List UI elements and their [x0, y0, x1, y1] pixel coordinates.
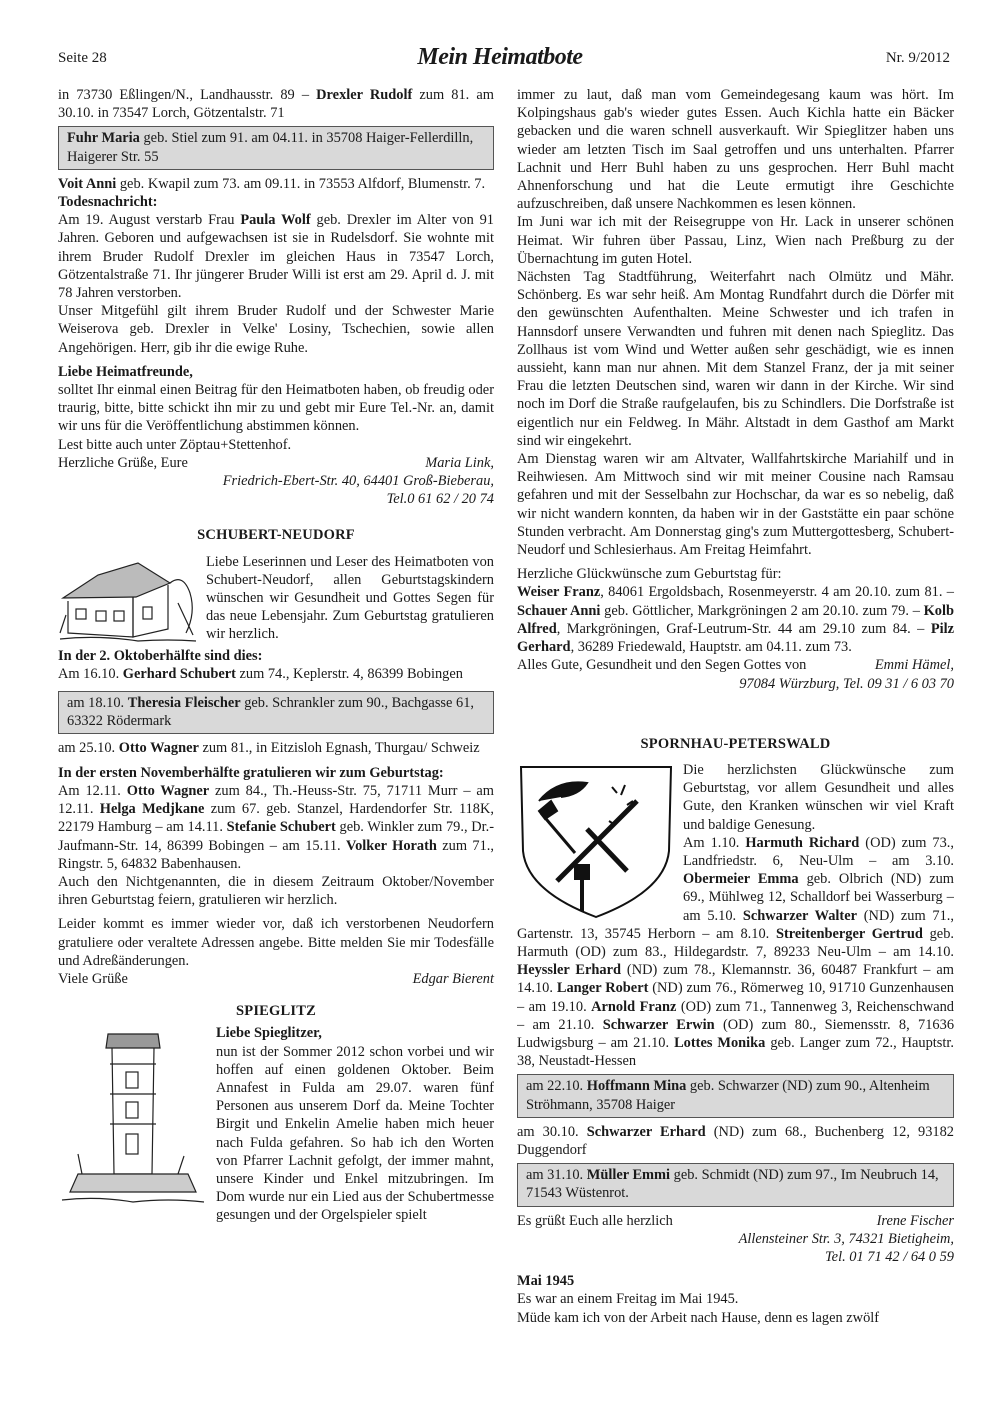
may-1945-heading: Mai 1945 — [517, 1273, 575, 1290]
paragraph: Am 1.10. Harmuth Richard (OD) zum 73., Landfriedstr. 6, Neu-Ulm – am 3.10. Obermeier Emma geb. Olbrich (ND) zum 69., Mühlweg 12, Schalldorf bei Wasserburg – am 5.10. Schwarzer Walter (ND) zum 71., Gartenstr. 13, 35745 Herborn – am 8.10. Streitenberger Gertrud geb. Harmuth (OD) zum 83., Hildegardstr. 7, 89233 Neu-Ulm – am 14.10. Heyssler Erhard (ND) zum 78., Klemannstr. 36, 60487 Frankfurt – am 14.10. Langer Robert (ND) zum 76., Römerweg 10, 91710 Gunzenhausen – am 19.10. Arnold Franz (OD) zum 71., Tannenweg 3, Reichenschwand – am 21.10. Schwarzer Erwin (OD) zum 80., Siemensstr. 8, 71636 Ludwigsburg – am 21.10. Lottes Monika geb. Langer zum 72., Hauptstr. 38, Neustadt-Hessen — [517, 834, 954, 1070]
paragraph: Auch den Nichtgenannten, die in diesem Zeitraum Oktober/November ihren Geburtstag feiern, gratulieren wir herzlich. — [58, 873, 494, 909]
spieglitz-text: nun ist der Sommer 2012 schon vorbei und wir hoffen auf einen goldenen Oktober. Beim Annafest in Fulda am 29.07. waren fünf Personen aus unserem Dorf da. Meine Tochter Birgit und Enkelin Amelie haben mich heuer nach Fulda gefahren. So hab ich den Worten von Pfarrer Lachnit gefolgt, der immer mahnt, unsere Kinder und Enkel mitzubringen. Im Dom wurde nur ein Lied aus der Schubertmesse gesungen und der Orgelspieler spielt — [216, 1043, 494, 1224]
signature-address: Allensteiner Str. 3, 74321 Bietigheim, — [738, 1230, 954, 1247]
paragraph: immer zu laut, daß man vom Gemeindegesang kaum was hört. Im Kolpingshaus gab's wieder gutes Essen. Auch Kichla hatte ein Bäcker gebacken und die waren schnell ausverkauft. Wir Spieglitzer haben uns wieder am letzten Tisch im Saal getroffen und uns unterhalten. Pfarrer Lachnit und Herr Buhl haben zu uns gesprochen. Herr Buhl macht Ahnenforschung und hat die Leute ermutigt ihre Geschichte aufzuschreiben, daß unsere Nachkommen es lesen können. — [517, 87, 954, 213]
november-heading: In der ersten Novemberhälfte gratulieren wir zum Geburtstag: — [58, 764, 444, 781]
paragraph: Herzliche Glückwünsche zum Geburtstag für: — [517, 566, 782, 583]
signature-address: Friedrich-Ebert-Str. 40, 64401 Groß-Bieberau, — [222, 473, 494, 490]
highlight-box: am 31.10. Müller Emmi geb. Schmidt (ND) zum 97., Im Neubruch 14, 71543 Wüstenrot. — [517, 1163, 954, 1206]
friends-heading: Liebe Heimatfreunde, — [58, 363, 193, 380]
schubert-neudorf-intro: Liebe Leserinnen und Leser des Heimatboten von Schubert-Neudorf, allen Geburtstagskindern wünschen wir Gesundheit und Gottes Segen für das neue Lebensjahr. Zum Geburtstag gratulieren wir herzlich. — [206, 553, 494, 643]
issue-number: Nr. 9/2012 — [885, 50, 950, 66]
right-column — [517, 86, 954, 1327]
signature-line: Es grüßt Euch alle herzlich Irene Fischer — [517, 1212, 954, 1229]
spornhau-intro: Die herzlichsten Glückwünsche zum Geburtstag, vor allem Gesundheit und alles Gute, den Kranken wünschen wir viel Kraft und baldige Genesung. — [683, 761, 954, 833]
death-notice-heading: Todesnachricht: — [58, 194, 158, 211]
highlight-box: Fuhr Maria geb. Stiel zum 91. am 04.11. in 35708 Haiger-Fellerdilln, Haigerer Str. 55 — [58, 126, 494, 169]
paragraph: Unser Mitgefühl gilt ihrem Bruder Rudolf und der Schwester Marie Weiserova geb. Drexler in Velke' Losiny, Tschechien, sowie allen Angehörigen. Herr, gib ihr die ewige Ruhe. — [58, 303, 494, 356]
paragraph: Am 16.10. Gerhard Schubert zum 74., Keplerstr. 4, 86399 Bobingen — [58, 665, 463, 682]
left-column — [58, 86, 494, 1225]
section-heading-schubert-neudorf: SCHUBERT-NEUDORF — [197, 527, 355, 544]
signature-address: 97084 Würzburg, Tel. 09 31 / 6 03 70 — [739, 675, 954, 692]
signature-line: Viele Grüße Edgar Bierent — [58, 970, 494, 987]
signature-line: Alles Gute, Gesundheit und den Segen Gottes von Emmi Hämel, — [517, 657, 954, 674]
paragraph: Am Dienstag waren wir am Altvater, Wallfahrtskirche Mariahilf und in Reihwiesen. Am Mittwoch sind wir mit meiner Cousine nach Ramsau gefahren und mit der Sesselbahn zur Hochschar, da war es so nebelig, daß wir nicht wandern konnten, da haben wir in der Gaststätte ein paar schöne Stunden verbracht. Am Donnerstag ging's zum Muttergottesberg, Schubert-Neudorf und Schlesierhaus. Am Freitag Heimfahrt. — [517, 451, 954, 559]
coat-of-arms-illustration — [517, 761, 675, 921]
paragraph: solltet Ihr einmal einen Beitrag für den Heimatboten haben, ob freudig oder traurig, bitte, bitte schickt ihn mir zu und gebt mir Eure Tel.-Nr. an, damit wir uns für die Veröffentlichung abstimmen können. — [58, 382, 494, 435]
section-heading-spieglitz: SPIEGLITZ — [236, 1003, 316, 1020]
page-number: Seite 28 — [58, 50, 107, 66]
paragraph: am 25.10. Otto Wagner zum 81., in Eitzisloh Egnash, Thurgau/ Schweiz — [58, 740, 480, 757]
tower-illustration — [58, 1024, 208, 1212]
signature-phone: Tel. 01 71 42 / 64 0 59 — [825, 1248, 954, 1265]
masthead-title: Mein Heimatbote — [417, 44, 583, 70]
paragraph: Am 12.11. Otto Wagner zum 84., Th.-Heuss-Str. 75, 71711 Murr – am 12.11. Helga Medjkane zum 67. geb. Stanzel, Hardendorfer Str. 118K, 22179 Hamburg – am 14.11. Stefanie Schubert geb. Winkler zum 79., Dr.-Jaufmann-Str. 14, 86399 Bobingen – am 15.11. Volker Horath zum 71., Ringstr. 5, 64832 Babenhausen. — [58, 782, 495, 872]
paragraph: in 73730 Eßlingen/N., Landhausstr. 89 – Drexler Rudolf zum 81. am 30.10. in 73547 Lorch, Götzentalstr. 71 — [58, 87, 494, 122]
spieglitz-salutation: Liebe Spieglitzer, — [216, 1025, 322, 1042]
paragraph: Es war an einem Freitag im Mai 1945. — [517, 1291, 739, 1308]
death-notice-text: Am 19. August verstarb Frau Paula Wolf geb. Drexler im Alter von 91 Jahren. Geboren und aufgewachsen ist sie in Rudelsdorf. Sie wohnte mit ihrem Bruder Rudolf Drexler im gleichen Haus in 73547 Lorch, Götzentalstraße 71. Ihr jüngerer Bruder Willi ist erst am 29. April d. J. mit 78 Jahren verstorben. — [58, 212, 494, 302]
highlight-box: am 22.10. Hoffmann Mina geb. Schwarzer (ND) zum 90., Altenheim Ströhmann, 35708 Haiger — [517, 1074, 954, 1117]
highlight-box: am 18.10. Theresia Fleischer geb. Schrankler zum 90., Bachgasse 61, 63322 Rödermark — [58, 691, 494, 734]
farmhouse-illustration — [58, 553, 198, 645]
paragraph: Lest bitte auch unter Zöptau+Stettenhof. — [58, 436, 292, 453]
paragraph: Im Juni war ich mit der Reisegruppe von Hr. Lack in unserer schönen Heimat. Wir fuhren über Passau, Linz, Wien nach Preßburg zu der Übernachtung im guten Hotel. — [517, 214, 954, 267]
paragraph: am 30.10. Schwarzer Erhard (ND) zum 68., Buchenberg 12, 93182 Duggendorf — [517, 1123, 954, 1158]
signature-line: Herzliche Grüße, Eure Maria Link, — [58, 454, 494, 471]
october-heading: In der 2. Oktoberhälfte sind dies: — [58, 647, 263, 664]
section-heading-spornhau-peterswald: SPORNHAU-PETERSWALD — [640, 735, 831, 752]
paragraph: Leider kommt es immer wieder vor, daß ich verstorbenen Neudorfern gratuliere oder veraltete Adressen angebe. Bitte melden Sie mir Todesfälle und Adreßänderungen. — [58, 916, 494, 969]
paragraph: Weiser Franz, 84061 Ergoldsbach, Rosenmeyerstr. 4 am 20.10. zum 81. – Schauer Anni geb. Göttlicher, Markgröningen 2 am 20.10. zum 79. – Kolb Alfred, Markgröningen, Graf-Leutrum-Str. 44 am 29.10 zum 84. – Pilz Gerhard, 36289 Friedewald, Hauptstr. am 04.11. zum 73. — [517, 584, 955, 656]
paragraph: Müde kam ich von der Arbeit nach Hause, denn es lagen zwölf — [517, 1309, 880, 1326]
page-header — [0, 44, 1000, 74]
signature-phone: Tel.0 61 62 / 20 74 — [386, 491, 494, 508]
paragraph: Voit Anni geb. Kwapil zum 73. am 09.11. in 73553 Alfdorf, Blumenstr. 7. — [58, 175, 486, 192]
paragraph: Nächsten Tag Stadtführung, Weiterfahrt nach Olmütz und Mähr. Schönberg. Es war sehr heiß. Am Montag Rundfahrt durch die Dörfer mit den gewünschten Aufenthalten. Meine Schwester und ich trafen in Hannsdorf unsere Verwandten und fuhren mit denen nach Spieglitz. Das Zollhaus ist vom Wind und Wetter außen sehr geschädigt, wie es innen aussieht, kann man nur ahnen. Mit dem Stanzel Franz, der ja mit seiner Frau die letzten Deutschen sind, waren wir dann in der Kirche. Wir sind noch im Dorf die Straße raufgelaufen, bis zu Schindlers. Die Dorfstraße ist eigentlich nur ein Feldweg. In Mähr. Altstadt in dem Gasthof am Markt sind wir eingekehrt. — [517, 269, 954, 449]
